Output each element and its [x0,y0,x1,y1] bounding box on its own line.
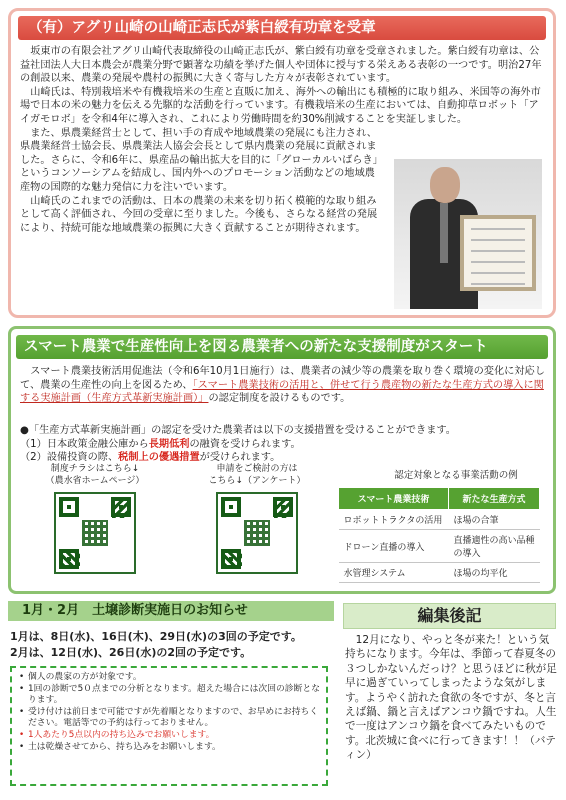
smart-farming-intro: スマート農業技術活用促進法（令和6年10月1日施行）は、農業者の減少等の農業を取り巻く環境の変化に対応して、農業の生産性の向上を図るため、「スマート農業技術の活用と、併せて行う農産物の新たな生産方式の導入に関する実施計画（生産方式革新実施計画）」の認定制度を設けるものです。 [20,366,545,405]
qr-block-flyer: 制度チラシはこちら↓ （農水省ホームページ） [41,464,149,574]
table-row: 水管理システム ほ場の均平化 [339,563,540,583]
list-item: • 個人の農家の方が対象です。 [28,672,320,684]
plan-link-text: 「スマート農業技術の活用と、併せて行う農産物の新たな生産方式の導入に関する実施計画（生産方式革新実施計画）」 [20,379,544,405]
smart-farming-section [8,326,556,594]
col-header-method: 新たな生産方式 [449,488,540,510]
soil-diagnosis-dates [10,629,340,661]
table-row: ドローン直播の導入 直播適性の高い品種の導入 [339,530,540,563]
list-item: • 土は乾燥させてから、持ち込みをお願いします。 [28,742,320,754]
qr-block-survey: 申請をご検討の方は こちら↓（アンケート） [203,464,311,574]
list-item: • 1回の診断で5０点までの分析となります。超えた場合には次回の診断となります。 [28,684,320,707]
february-dates: 2月は、12日(水)、26日(水)の2回の予定です。 [10,646,252,659]
award-title: （有）アグリ山崎の山崎正志氏が紫白綬有功章を受章 [18,16,546,40]
soil-diagnosis-title: 1月・2月 土壌診断実施日のお知らせ [8,601,334,621]
list-item: • 1人あたり5点以内の持ち込みでお願いします。 [28,730,320,742]
smart-farming-title: スマート農業で生産性向上を図る農業者への新たな支援制度がスタート [16,335,548,359]
qr-code-survey[interactable] [216,492,298,574]
soil-diagnosis-notes [10,666,328,786]
award-paragraph-3: また、県農業経営士として、担い手の育成や地域農業の発展にも注力され、県農業経営士協会長、県農業法人協会会長として県内農業の発展に貢献されました。さらに、令和6年に、県産品の輸出拡大を目的に「グローカルいばらき」というコンソーシアムを結成し、国内外へのプロモーション活動などの地域農産物の国際的な魅力発信に力を注いでいます。 [20,127,378,193]
award-paragraph-4: 山崎氏のこれまでの活動は、日本の農業の未来を切り拓く模範的な取り組みとして高く評価され、今回の受章に至りました。今後も、さらなる経営の発展により、持続可能な地域農業の振興に大きく貢献することが期待されます。 [20,195,378,234]
award-paragraph-1: 坂東市の有限会社アグリ山崎代表取締役の山崎正志氏が、紫白綬有功章を受章されました。紫白綬有功章は、公益社団法人大日本農会が農業分野で顕著な功績を挙げた個人や団体に授与する栄えある表彰の一つです。明治27年の創設以来、農業の発展や農村の振興に大きく寄与した方々が表彰されています。 [20,46,542,85]
support-measure-1: （1）日本政策金融公庫から長期低利の融資を受けられます。 [20,438,301,450]
support-measure-2: （2）設備投資の際、税制上の優遇措置が受けられます。 [20,452,281,463]
editor-note-title: 編集後記 [343,603,556,629]
award-paragraph-2: 山崎氏は、特別栽培米や有機栽培米の生産と直販に加え、海外への輸出にも積極的に取り組み、米国等の海外市場で日本の米の魅力を伝える先駆的な活動を行っています。有機栽培米の生産においては、自動抑草ロボット「アイガモロボ」を令和4年に導入され、これにより労働時間を約30%削減することを実証しました。 [20,86,541,125]
col-header-tech: スマート農業技術 [339,488,449,510]
support-measures [20,424,548,465]
support-lead: ●「生産方式革新実施計画」の認定を受けた農業者は以下の支援措置を受けることができます。 [20,425,456,436]
certificate-image [460,215,536,291]
january-dates: 1月は、8日(水)、16日(木)、29日(水)の3回の予定です。 [10,630,302,643]
qr-code-flyer[interactable] [54,492,136,574]
list-item: • 受け付けは前日まで可能ですが先着順となりますので、お早めにお持ちください。電話等での予約は行っておりません。 [28,707,320,730]
business-examples-table [338,487,540,583]
table-row: ロボットトラクタの活用 ほ場の合筆 [339,510,540,530]
editor-note-text: 12月になり、やっと冬が来た！という気持ちになります。今年は、季節って春夏冬の３つしかないんだっけ？と思うほどに秋が足早に過ぎていってしまったような気がします。ようやく訪れた食欲の冬ですが、冬と言えば鍋、鍋と言えばアンコウ鍋ですね。人生で一度はアンコウ鍋を食べてみたいものです。北茨城に食べに行ってきます！！（バティン） [345,634,557,762]
award-photo [394,159,542,309]
business-table-title: 認定対象となる事業活動の例 [394,470,518,481]
award-section [8,8,556,318]
